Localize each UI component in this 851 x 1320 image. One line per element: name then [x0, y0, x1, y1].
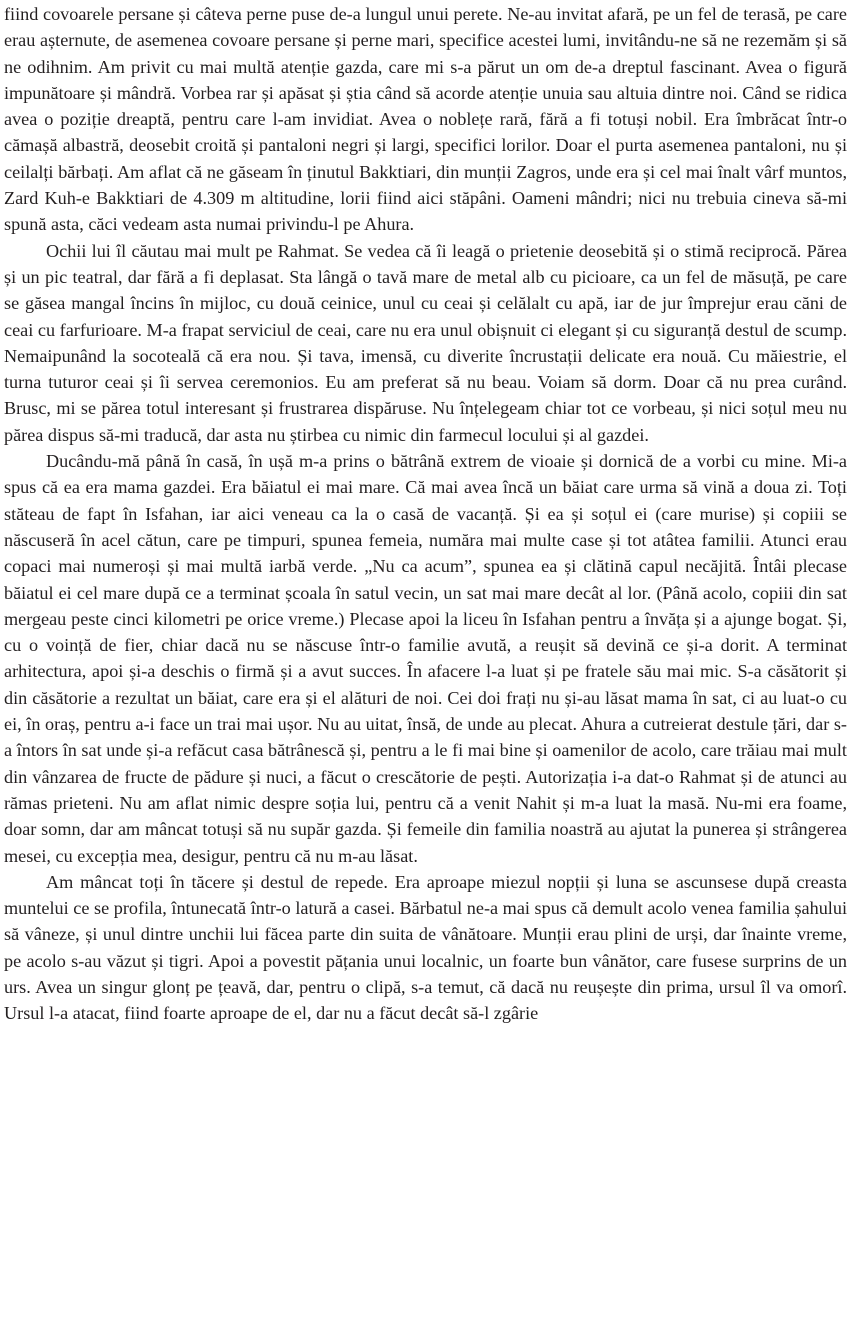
body-text	[4, 1, 847, 1027]
paragraph-3: Ducându-mă până în casă, în ușă m-a prins o bătrână extrem de vioaie și dornică de a vorbi cu mine. Mi-a spus că ea era mama gazdei. Era băiatul ei mai mare. Că mai avea încă un băiat care urma să vină a doua zi. Toți stăteau de fapt în Isfahan, iar aici veneau ca la o casă de vacanță. Și ea și soțul ei (care murise) și copiii se născuseră în acel cătun, care pe timpuri, spunea femeia, număra mai multe case și tot atâtea familii. Atunci erau copaci mai numeroși și mai multă iarbă verde. „Nu ca acum”, spunea ea și clătină capul necăjită. Întâi plecase băiatul ei cel mare după ce a terminat școala în satul vecin, un sat mai mare decât al lor. (Până acolo, copiii din sat mergeau peste cinci kilometri pe orice vreme.) Plecase apoi la liceu în Isfahan pentru a învăța și a ajunge bogat. Și, cu o voință de fier, chiar dacă nu se născuse într-o familie avută, a reușit să devină ce și-a dorit. A terminat arhitectura, apoi și-a deschis o firmă și a avut succes. În afacere l-a luat și pe fratele său mai mic. S-a căsătorit și din căsătorie a rezultat un băiat, care era și el alături de noi. Cei doi frați nu și-au lăsat mama în sat, ci au luat-o cu ei, în oraș, pentru a-i face un trai mai ușor. Nu au uitat, însă, de unde au plecat. Ahura a cutreierat destule țări, dar s-a întors în sat unde și-a refăcut casa bătrânescă și, pentru a le fi mai bine și oamenilor de acolo, care trăiau mai mult din vânzarea de fructe de pădure și nuci, a făcut o crescătorie de pești. Autorizația i-a dat-o Rahmat și de atunci au rămas prieteni. Nu am aflat nimic despre soția lui, pentru că a venit Nahit și m-a luat la masă. Nu-mi era foame, doar somn, dar am mâncat totuși să nu supăr gazda. Și femeile din familia noastră au ajutat la punerea și strângerea mesei, cu excepția mea, desigur, pentru că nu m-au lăsat.	[4, 451, 847, 866]
paragraph-1: fiind covoarele persane și câteva perne puse de-a lungul unui perete. Ne-au invitat afară, pe un fel de terasă, pe care erau așternute, de asemenea covoare persane și perne mari, specifice acestei lumi, invitându-ne să ne rezemăm și să ne odihnim. Am privit cu mai multă atenție gazda, care mi s-a părut un om de-a dreptul fascinant. Avea o figură impunătoare și mândră. Vorbea rar și apăsat și știa când să acorde atenție unuia sau altuia dintre noi. Când se ridica avea o poziție dreaptă, pentru care l-am invidiat. Avea o noblețe rară, fără a fi totuși nobil. Era îmbrăcat într-o cămașă albastră, deosebit croită și pantaloni negri și largi, specifici lorilor. Doar el purta asemenea pantaloni, nu și ceilalți bărbați. Am aflat că ne găseam în ținutul Bakktiari, din munții Zagros, unde era și cel mai înalt vârf muntos, Zard Kuh-e Bakktiari de 4.309 m altitudine, lorii fiind aici stăpâni. Oameni mândri; nici nu trebuia cineva să-mi spună asta, căci vedeam asta numai privindu-l pe Ahura.	[4, 4, 847, 235]
paragraph-2: Ochii lui îl căutau mai mult pe Rahmat. Se vedea că îi leagă o prietenie deosebită și o stimă reciprocă. Părea și un pic teatral, dar fără a fi deplasat. Sta lângă o tavă mare de metal alb cu picioare, ca un fel de măsuță, pe care se găsea mangal încins în mijloc, cu două ceinice, unul cu ceai și celălalt cu apă, iar de jur împrejur erau căni de ceai cu farfurioare. M-a frapat serviciul de ceai, care nu era unul obișnuit ci elegant și cu siguranță destul de scump. Nemaipunând la socoteală că era nou. Și tava, imensă, cu diverite încrustații delicate era nouă. Cu măiestrie, el turna tuturor ceai și îi servea ceremonios. Eu am preferat să nu beau. Voiam să dorm. Doar că nu prea curând. Brusc, mi se părea totul interesant și frustrarea dispăruse. Nu înțelegeam chiar tot ce vorbeau, și nici soțul meu nu părea dispus să-mi traducă, dar asta nu știrbea cu nimic din farmecul locului și al gazdei.	[4, 240, 847, 445]
paragraph-4: Am mâncat toți în tăcere și destul de repede. Era aproape miezul nopții și luna se ascunsese după creasta muntelui ce se profila, întunecată într-o latură a casei. Bărbatul ne-a mai spus că demult acolo venea familia șahului să vâneze, și unul dintre unchii lui făcea parte din suita de vânătoare. Munții erau plini de urși, dar înainte vreme, pe acolo s-au văzut și tigri. Apoi a povestit pățania unui localnic, un foarte bun vânător, care fusese surprins de un urs. Avea un singur glonț pe țeavă, dar, pentru o clipă, s-a temut, că dacă nu reușește din prima, ursul îl va omorî. Ursul l-a atacat, fiind foarte aproape de el, dar nu a făcut decât să-l zgârie	[4, 871, 847, 1024]
